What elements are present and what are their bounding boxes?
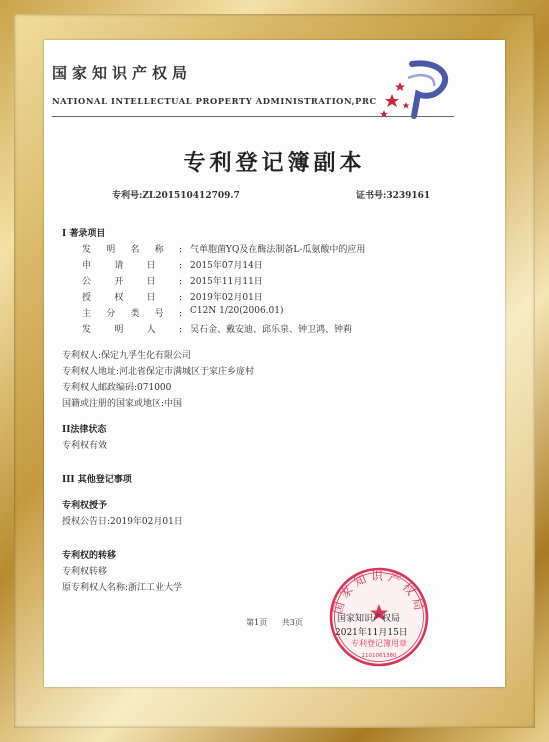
logo-p-stroke [412, 63, 445, 116]
transfer-type: 专利权转移 [62, 567, 108, 577]
certificate-number: 证书号:3239161 [356, 191, 431, 201]
field-value-main-class: C12N 1/20(2006.01) [190, 306, 284, 316]
section-legal-status-heading: II法律状态 [62, 425, 107, 435]
field-label-publication-date: 公开日: [82, 277, 182, 287]
header-rule [52, 116, 454, 117]
logo-star [402, 102, 409, 109]
field-value-application-date: 2015年07月14日 [190, 261, 263, 271]
section-bibliographic-heading: I 著录项目 [62, 229, 106, 239]
page-footer [44, 617, 505, 628]
legal-status-value: 专利权有效 [62, 441, 108, 451]
field-label-inventors: 发明人: [82, 325, 182, 335]
seal-ring-text: 国家知识产权局 [330, 569, 428, 616]
logo-star [385, 94, 399, 107]
field-value-publication-date: 2015年11月11日 [190, 277, 263, 287]
seal-inner-date: 2021年11月15日 [335, 628, 408, 638]
field-value-inventors: 吴石金、戴安迪、邱乐泉、钟卫鸿、钟莉 [190, 325, 353, 335]
field-label-application-date: 申请日: [82, 261, 182, 271]
field-label-main-class: 主分类号: [82, 309, 182, 319]
owner-nationality: 国籍或注册的国家或地区:中国 [62, 399, 183, 409]
former-owner-name: 原专利权人名称:浙江工业大学 [62, 583, 183, 593]
patent-number: 专利号:ZL201510412709.7 [112, 191, 240, 201]
field-value-invention-name: 气单胞菌YQ及在酶法制备L-瓜氨酸中的应用 [190, 245, 366, 255]
transfer-subheading: 专利权的转移 [62, 551, 117, 561]
agency-name-cn: 国家知识产权局 [52, 64, 193, 82]
field-label-grant-date: 授权日: [82, 293, 182, 303]
seal-code: 1101061380 [361, 653, 397, 659]
seal-inner-agency: 国家知识产权局 [337, 614, 401, 624]
cnipa-logo-icon [378, 58, 456, 120]
field-label-invention-name: 发明名称: [82, 245, 182, 255]
grant-subheading: 专利权授予 [62, 501, 108, 511]
logo-swoosh [408, 75, 434, 86]
owner-address: 专利权人地址:河北省保定市满城区于家庄乡庞村 [62, 367, 255, 377]
document-title: 专利登记簿副本 [183, 150, 366, 176]
owner-postal-code: 专利权人邮政编码:071000 [62, 383, 172, 393]
page-number: 第1页 [246, 618, 268, 627]
page-total: 共3页 [281, 618, 303, 627]
owner-name: 专利权人:保定九孚生化有限公司 [62, 351, 192, 361]
agency-name-en: NATIONAL INTELLECTUAL PROPERTY ADMINISTRATION,PRC [52, 96, 377, 106]
grant-announcement-date: 授权公告日:2019年02月01日 [62, 517, 183, 527]
section-other-registration-heading: III 其他登记事项 [62, 475, 132, 485]
field-value-grant-date: 2019年02月01日 [190, 293, 263, 303]
logo-star [395, 82, 405, 91]
seal-bottom-text: 专利登记簿用章 [351, 639, 407, 648]
